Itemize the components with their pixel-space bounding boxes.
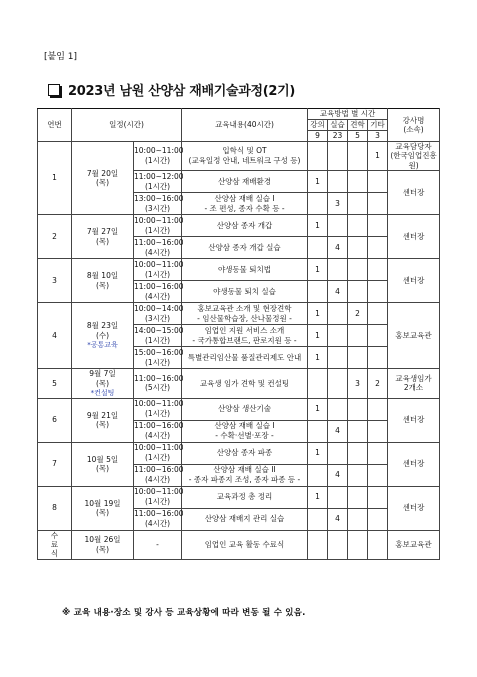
session-time: 11:00~16:00 (4시간) <box>134 465 184 485</box>
session-tour-hours <box>348 530 368 559</box>
session-practice-hours <box>328 442 348 464</box>
header-method: 교육방법 별 시간 <box>308 109 388 120</box>
session-etc-hours <box>368 442 388 464</box>
table-row <box>38 486 440 508</box>
session-lecture-hours <box>308 281 328 303</box>
session-time: 10:00~11:00 (1시간) <box>134 399 184 419</box>
session-content: 산양삼 종자 개갑 실습 <box>182 237 308 259</box>
session-lecture-hours: 1 <box>308 215 328 237</box>
header-etc: 기타 <box>368 120 388 131</box>
session-etc-hours <box>368 259 388 281</box>
header-instructor: 강사명 (소속) <box>388 109 440 142</box>
session-time: 11:00~16:00 (4시간) <box>134 237 184 257</box>
session-practice-hours: 4 <box>328 508 348 530</box>
header-practice: 실습 <box>328 120 348 131</box>
session-lecture-hours: 1 <box>308 171 328 193</box>
table-row <box>38 530 440 559</box>
session-content: 입학식 및 OT (교육일정 안내, 네트워크 구성 등) <box>182 142 308 171</box>
session-practice-hours <box>328 215 348 237</box>
session-lecture-hours <box>308 142 328 171</box>
header-tour: 견학 <box>348 120 368 131</box>
session-time: 11:00~16:00 (4시간) <box>134 421 184 441</box>
session-tour-hours <box>348 171 368 193</box>
header-no: 연번 <box>38 109 72 142</box>
session-tour-hours <box>348 237 368 259</box>
attachment-label: [붙임 1] <box>44 52 77 62</box>
row-date: 7월 27일 (목) <box>72 215 134 259</box>
row-date: 8월 23일 (수) *공통교육 <box>72 303 134 369</box>
session-tour-hours: 2 <box>348 303 368 325</box>
session-content: 산양삼 종자 파종 <box>182 442 308 464</box>
session-lecture-hours <box>308 193 328 215</box>
session-time: 15:00~16:00 (1시간) <box>134 347 184 367</box>
session-etc-hours <box>368 237 388 259</box>
session-etc-hours <box>368 508 388 530</box>
session-instructor: 교육생임가 2개소 <box>388 369 440 399</box>
session-instructor: 센터장 <box>388 171 440 215</box>
session-etc-hours <box>368 325 388 347</box>
session-time: 10:00~11:00 (1시간) <box>134 142 182 171</box>
session-lecture-hours: 1 <box>308 347 328 369</box>
session-time: 13:00~16:00 (3시간) <box>134 193 184 213</box>
table-row <box>38 303 440 325</box>
session-tour-hours <box>348 398 368 420</box>
session-lecture-hours <box>308 530 328 559</box>
session-time: 11:00~12:00 (1시간) <box>134 171 184 191</box>
session-etc-hours <box>368 486 388 508</box>
row-number: 6 <box>38 398 72 442</box>
session-tour-hours <box>348 420 368 442</box>
session-content: 산양삼 종자 개갑 <box>182 215 308 237</box>
table-row <box>38 142 440 171</box>
session-tour-hours <box>348 259 368 281</box>
session-practice-hours <box>328 347 348 369</box>
session-etc-hours <box>368 464 388 486</box>
session-etc-hours <box>368 303 388 325</box>
table-row <box>38 442 440 464</box>
header-etc-hours: 3 <box>368 131 388 142</box>
row-date: 10월 19일 (목) <box>72 486 134 530</box>
session-tour-hours <box>348 281 368 303</box>
session-content: 산양삼 재배환경 <box>182 171 308 193</box>
session-tour-hours <box>348 347 368 369</box>
session-tour-hours <box>348 486 368 508</box>
session-time: - <box>134 530 182 559</box>
header-practice-hours: 23 <box>328 131 348 142</box>
table-row <box>38 215 440 237</box>
session-tour-hours <box>348 442 368 464</box>
session-etc-hours <box>368 420 388 442</box>
session-content: 교육과정 총 정리 <box>182 486 308 508</box>
session-etc-hours <box>368 171 388 193</box>
session-practice-hours: 4 <box>328 281 348 303</box>
session-practice-hours: 4 <box>328 237 348 259</box>
session-lecture-hours <box>308 420 328 442</box>
session-practice-hours <box>328 303 348 325</box>
row-date: 10월 5일 (목) <box>72 442 134 486</box>
checkbox-icon <box>48 84 60 96</box>
session-tour-hours: 3 <box>348 369 368 399</box>
session-tour-hours <box>348 464 368 486</box>
row-date: 9월 7일 (목) *컨설팅 <box>72 369 134 399</box>
row-number: 2 <box>38 215 72 259</box>
row-date: 8월 10일 (목) <box>72 259 134 303</box>
row-number: 수 료 식 <box>38 530 72 559</box>
row-number: 4 <box>38 303 72 369</box>
session-tour-hours <box>348 193 368 215</box>
table-row <box>38 259 440 281</box>
session-content: 야생동물 퇴치법 <box>182 259 308 281</box>
session-lecture-hours <box>308 508 328 530</box>
session-practice-hours <box>328 398 348 420</box>
row-date: 9월 21일 (목) <box>72 398 134 442</box>
session-lecture-hours <box>308 237 328 259</box>
session-time: 11:00~16:00 (4시간) <box>134 509 184 529</box>
session-time: 10:00~11:00 (1시간) <box>134 259 184 279</box>
table-row <box>38 369 440 399</box>
session-tour-hours <box>348 215 368 237</box>
session-lecture-hours <box>308 369 328 399</box>
session-time: 10:00~11:00 (1시간) <box>134 443 184 463</box>
session-content: 산양삼 재배 실습 II - 종자 파종지 조성, 종자 파종 등 - <box>182 464 308 486</box>
session-etc-hours <box>368 347 388 369</box>
session-lecture-hours: 1 <box>308 259 328 281</box>
session-content: 임업인 교육 활동 수료식 <box>182 530 308 559</box>
session-instructor: 센터장 <box>388 215 440 259</box>
session-time: 14:00~15:00 (1시간) <box>134 325 184 345</box>
session-practice-hours: 4 <box>328 464 348 486</box>
row-number: 3 <box>38 259 72 303</box>
session-instructor: 교육담당자 (한국임업진흥원) <box>388 142 440 171</box>
session-practice-hours <box>328 171 348 193</box>
table-row <box>38 398 440 420</box>
header-content: 교육내용(40시간) <box>182 109 308 142</box>
session-content: 교육생 임가 견학 및 컨설팅 <box>182 369 308 399</box>
session-tour-hours <box>348 508 368 530</box>
session-etc-hours <box>368 281 388 303</box>
session-instructor: 센터장 <box>388 398 440 442</box>
session-etc-hours <box>368 398 388 420</box>
header-lecture-hours: 9 <box>308 131 328 142</box>
row-note: *컨설팅 <box>90 388 115 397</box>
session-etc-hours: 1 <box>368 142 388 171</box>
session-lecture-hours: 1 <box>308 486 328 508</box>
session-practice-hours <box>328 369 348 399</box>
session-time: 11:00~16:00 (5시간) <box>134 369 182 399</box>
session-content: 산양삼 재배 실습 I - 수확·선별·포장 - <box>182 420 308 442</box>
row-date: 10월 26일 (목) <box>72 530 134 559</box>
session-etc-hours: 2 <box>368 369 388 399</box>
row-number: 8 <box>38 486 72 530</box>
session-content: 산양삼 생산기술 <box>182 398 308 420</box>
session-content: 산양삼 재배 실습 I - 조 편성, 종자 수확 등 - <box>182 193 308 215</box>
row-note: *공통교육 <box>87 341 118 350</box>
session-time: 10:00~11:00 (1시간) <box>134 487 184 507</box>
page-title: 2023년 남원 산양삼 재배기술과정(2기) <box>68 84 296 99</box>
schedule-table <box>37 108 440 560</box>
session-lecture-hours: 1 <box>308 442 328 464</box>
session-practice-hours <box>328 142 348 171</box>
row-date: 7월 20일 (목) <box>72 142 134 215</box>
session-practice-hours <box>328 486 348 508</box>
session-content: 특별관리임산물 품질관리제도 안내 <box>182 347 308 369</box>
session-lecture-hours: 1 <box>308 398 328 420</box>
session-practice-hours <box>328 530 348 559</box>
row-number: 1 <box>38 142 72 215</box>
row-number: 5 <box>38 369 72 399</box>
session-time: 10:00~11:00 (1시간) <box>134 215 184 235</box>
footer-note: ※ 교육 내용·장소 및 강사 등 교육상황에 따라 변동 될 수 있음. <box>62 608 306 618</box>
session-time: 11:00~16:00 (4시간) <box>134 281 184 301</box>
row-number: 7 <box>38 442 72 486</box>
session-content: 산양삼 재배지 관리 실습 <box>182 508 308 530</box>
session-lecture-hours <box>308 464 328 486</box>
session-practice-hours <box>328 325 348 347</box>
session-lecture-hours: 1 <box>308 303 328 325</box>
session-instructor: 홍보교육관 <box>388 530 440 559</box>
header-tour-hours: 5 <box>348 131 368 142</box>
title-block <box>48 80 295 99</box>
session-practice-hours <box>328 259 348 281</box>
session-instructor: 센터장 <box>388 259 440 303</box>
session-content: 임업인 지원 서비스 소개 - 국가통합브랜드, 판로지원 등 - <box>182 325 308 347</box>
session-practice-hours: 3 <box>328 193 348 215</box>
session-content: 야생동물 퇴치 실습 <box>182 281 308 303</box>
session-instructor: 홍보교육관 <box>388 303 440 369</box>
session-etc-hours <box>368 215 388 237</box>
session-instructor: 센터장 <box>388 442 440 486</box>
session-content: 홍보교육관 소개 및 현장견학 - 임산물학습장, 산나물정원 - <box>182 303 308 325</box>
session-etc-hours <box>368 193 388 215</box>
session-tour-hours <box>348 325 368 347</box>
header-schedule: 일정(시간) <box>72 109 182 142</box>
session-lecture-hours: 1 <box>308 325 328 347</box>
session-practice-hours: 4 <box>328 420 348 442</box>
session-tour-hours <box>348 142 368 171</box>
session-time: 10:00~14:00 (3시간) <box>134 303 184 323</box>
session-etc-hours <box>368 530 388 559</box>
session-instructor: 센터장 <box>388 486 440 530</box>
header-lecture: 강의 <box>308 120 328 131</box>
